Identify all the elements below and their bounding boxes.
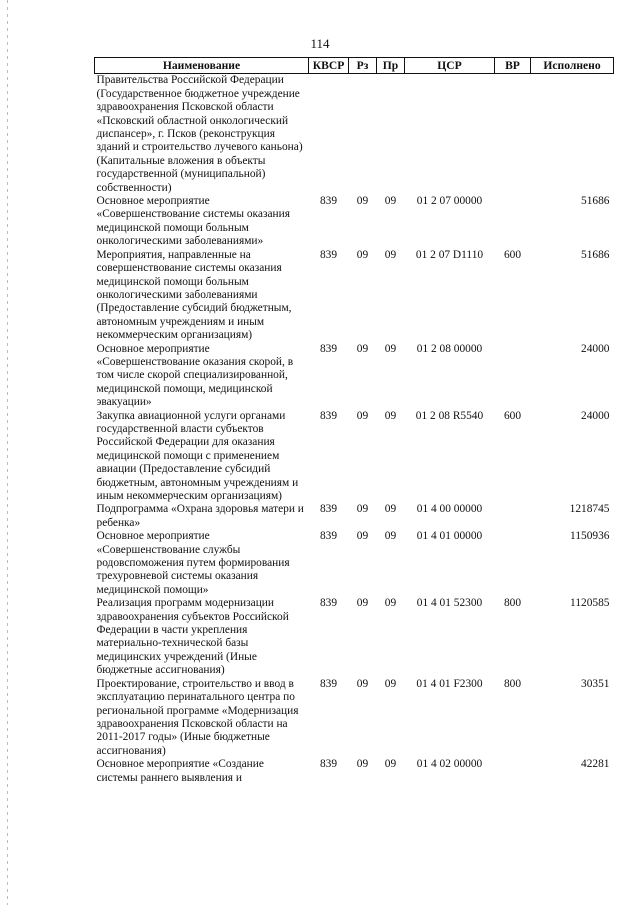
row-pr: 09 [384, 195, 397, 208]
table-row [95, 503, 614, 530]
row-csr: 01 2 08 R5540 [415, 409, 484, 422]
row-pr [377, 74, 405, 195]
header-kvsr: КВСР [309, 58, 349, 74]
row-vr [495, 343, 531, 410]
row-kvsr: 839 [319, 409, 338, 422]
row-csr: 01 4 01 00000 [416, 530, 483, 543]
row-vr [495, 530, 531, 597]
row-pr: 09 [384, 677, 397, 690]
row-csr: 01 2 08 00000 [416, 342, 483, 355]
row-rz: 09 [356, 597, 369, 610]
row-vr [495, 503, 531, 530]
row-kvsr: 839 [319, 597, 338, 610]
table-header [95, 58, 614, 74]
row-rz: 09 [356, 409, 369, 422]
row-csr: 01 4 01 F2300 [416, 677, 483, 690]
row-isp: 24000 [581, 342, 610, 355]
row-rz: 09 [356, 758, 369, 771]
table-row [95, 343, 614, 410]
row-vr: 800 [503, 597, 522, 610]
row-kvsr: 839 [319, 195, 338, 208]
table-row [95, 758, 614, 785]
row-rz: 09 [356, 342, 369, 355]
row-csr: 01 4 00 00000 [416, 503, 483, 516]
row-pr: 09 [384, 409, 397, 422]
row-isp: 1218745 [569, 503, 610, 516]
row-rz: 09 [356, 677, 369, 690]
row-kvsr: 839 [319, 758, 338, 771]
row-rz: 09 [356, 248, 369, 261]
header-pr: Пр [377, 58, 405, 74]
row-rz: 09 [356, 195, 369, 208]
row-name: Основное мероприятие «Совершенствование системы оказания медицинской помощи больным онкологическими заболеваниями» [96, 195, 290, 248]
header-rz: Рз [349, 58, 377, 74]
table-row [95, 410, 614, 504]
row-isp: 42281 [581, 758, 610, 771]
row-vr: 800 [503, 677, 522, 690]
row-name: Закупка авиационной услуги органами государственной власти субъектов Российской Федерации для оказания медицинской помощи с применением авиации (Предоставление субсидий бюджетным, автономным учреждениям и иным некоммерческим организациям) [96, 409, 299, 502]
scan-margin-line [7, 0, 8, 905]
row-csr: 01 2 07 00000 [416, 195, 483, 208]
header-csr: ЦСР [405, 58, 495, 74]
row-pr: 09 [384, 342, 397, 355]
page-number: 114 [310, 36, 330, 51]
header-name: Наименование [95, 58, 309, 74]
row-isp [531, 74, 614, 195]
row-rz [349, 74, 377, 195]
row-pr: 09 [384, 503, 397, 516]
row-csr: 01 4 02 00000 [416, 758, 483, 771]
row-name: Основное мероприятие «Совершенствование оказания скорой, в том числе скорой специализированной, медицинской помощи, медицинской эвакуации» [96, 342, 294, 409]
row-rz: 09 [356, 503, 369, 516]
header-vr: ВР [495, 58, 531, 74]
row-vr [495, 74, 531, 195]
row-kvsr: 839 [319, 248, 338, 261]
row-isp: 1120585 [570, 597, 610, 610]
row-isp: 51686 [581, 248, 610, 261]
row-csr: 01 4 01 52300 [416, 597, 483, 610]
row-vr [495, 195, 531, 249]
table-body [95, 74, 614, 785]
row-csr: 01 2 07 D1110 [415, 248, 484, 261]
row-csr [405, 74, 495, 195]
header-isp: Исполнено [531, 58, 614, 74]
row-vr [495, 758, 531, 785]
table-row [95, 530, 614, 597]
row-name: Основное мероприятие «Совершенствование службы родовспоможения путем формирования трехуровневой системы оказания медицинской помощи» [96, 530, 290, 596]
row-isp: 51686 [581, 195, 610, 208]
table-row [95, 74, 614, 195]
row-isp: 24000 [581, 409, 610, 422]
budget-table [94, 57, 614, 785]
row-name: Реализация программ модернизации здравоохранения субъектов Российской Федерации в части укрепления материально-технической базы медицинских учреждений (Иные бюджетные ассигнования) [96, 597, 289, 677]
row-vr: 600 [503, 248, 522, 261]
row-name: Мероприятия, направленные на совершенствование системы оказания медицинской помощи больным онкологическими заболеваниями (Предоставление субсидий бюджетным, автономным учреждениям и иным некоммерческим организациям) [96, 248, 292, 342]
row-pr: 09 [384, 248, 397, 261]
row-vr: 600 [503, 409, 522, 422]
row-kvsr [309, 74, 349, 195]
row-kvsr: 839 [319, 503, 338, 516]
row-name: Проектирование, строительство и ввод в эксплуатацию перинатального центра по региональной программе «Модернизация здравоохранения Псковской области на 2011-2017 годы» (Иные бюджетные ассигнования) [96, 677, 299, 757]
row-pr: 09 [384, 758, 397, 771]
row-pr: 09 [384, 530, 397, 543]
row-kvsr: 839 [319, 342, 338, 355]
row-kvsr: 839 [319, 530, 338, 543]
row-isp: 30351 [581, 677, 610, 690]
row-name: Правительства Российской Федерации (Государственное бюджетное учреждение здравоохранения Псковской области «Псковский областной онкологический диспансер», г. Псков (реконструкция зданий и строительство лучевого каньона) (Капитальные вложения в объекты государственной (муниципальной) собственности) [96, 74, 303, 194]
row-name: Основное мероприятие «Создание системы раннего выявления и [96, 758, 264, 784]
row-isp: 1150936 [570, 530, 610, 543]
row-rz: 09 [356, 530, 369, 543]
table-row [95, 195, 614, 249]
row-pr: 09 [384, 597, 397, 610]
table-row [95, 597, 614, 677]
row-kvsr: 839 [319, 677, 338, 690]
row-name: Подпрограмма «Охрана здоровья матери и ребенка» [96, 503, 304, 529]
table-row [95, 249, 614, 343]
table-row [95, 678, 614, 758]
